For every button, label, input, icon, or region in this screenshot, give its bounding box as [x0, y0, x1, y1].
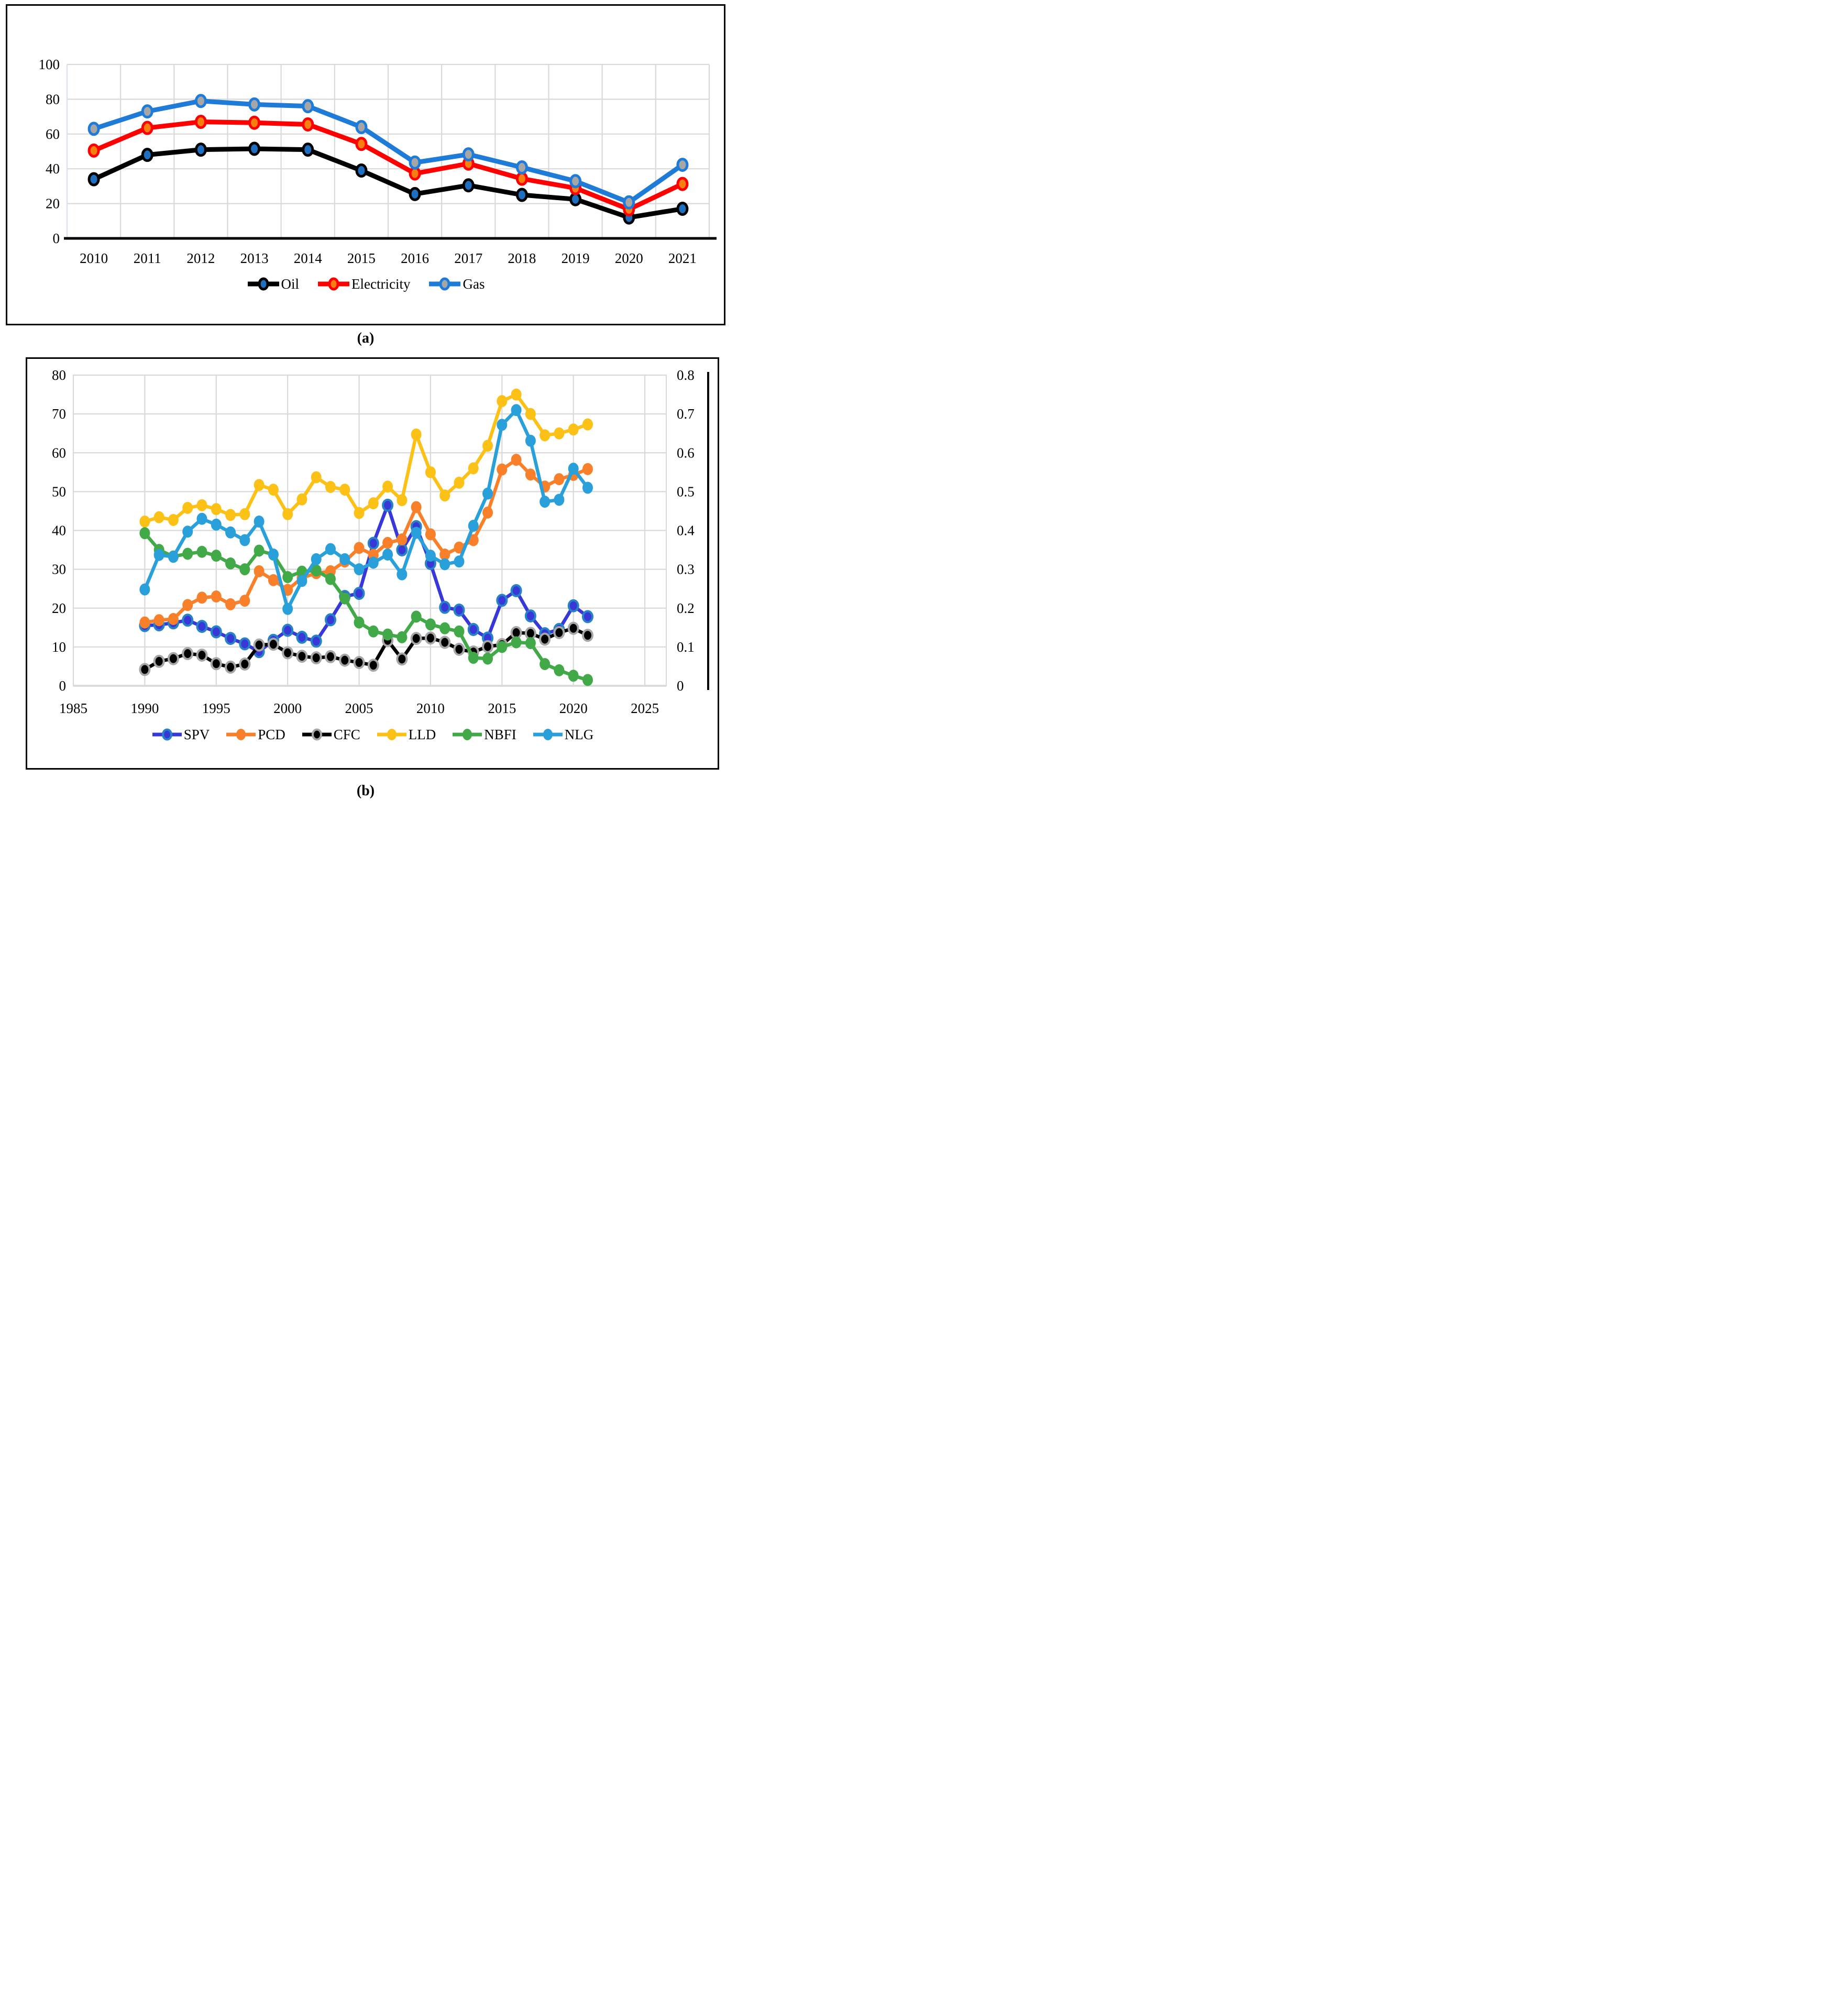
data-point-gas — [357, 122, 366, 133]
data-point-electricity — [303, 119, 313, 130]
chart-a-y-tick: 40 — [46, 161, 60, 177]
data-point-nbfi — [568, 670, 579, 682]
data-point-lld — [182, 502, 193, 514]
data-point-cfc — [297, 651, 306, 662]
chart-b-x-tick: 2020 — [559, 700, 588, 716]
data-point-oil — [250, 143, 259, 155]
data-point-nbfi — [454, 626, 464, 638]
chart-a-legend — [7, 275, 724, 293]
data-point-oil — [678, 203, 687, 215]
data-point-pcd — [225, 598, 236, 610]
data-point-oil — [303, 144, 313, 156]
data-point-nlg — [454, 555, 464, 567]
data-point-oil — [142, 149, 152, 161]
data-point-nlg — [354, 563, 365, 575]
legend-marker-pcd-icon — [225, 726, 257, 743]
data-point-oil — [464, 180, 473, 191]
data-point-cfc — [255, 640, 264, 651]
data-point-nlg — [239, 534, 250, 546]
data-point-cfc — [569, 623, 578, 634]
data-point-lld — [211, 503, 222, 515]
data-point-cfc — [240, 659, 249, 670]
legend-item-pcd — [225, 726, 285, 743]
data-point-spv — [440, 602, 449, 613]
data-point-nlg — [468, 520, 479, 532]
data-point-lld — [425, 466, 436, 478]
legend-label: SPV — [183, 726, 210, 742]
data-point-gas — [196, 95, 205, 107]
data-point-lld — [397, 494, 407, 506]
data-point-nlg — [482, 488, 493, 500]
data-point-lld — [554, 428, 564, 440]
legend-item-cfc — [301, 726, 360, 743]
data-point-oil — [571, 193, 580, 205]
chart-b-y-tick-right: 0.4 — [677, 522, 695, 539]
chart-a-x-tick: 2013 — [240, 250, 269, 266]
data-point-lld — [368, 497, 379, 509]
data-point-nbfi — [182, 547, 193, 560]
legend-marker-electricity-icon — [317, 275, 350, 293]
data-point-lld — [254, 479, 265, 491]
data-point-lld — [382, 480, 393, 492]
chart-b-x-tick: 2010 — [416, 700, 445, 716]
data-point-lld — [439, 489, 450, 501]
legend-marker-gas-icon — [428, 275, 461, 293]
data-point-nbfi — [540, 658, 550, 670]
data-point-lld — [311, 471, 322, 483]
chart-a-y-tick: 100 — [38, 57, 60, 72]
chart-b-x-tick: 1985 — [59, 700, 87, 716]
series-lld — [139, 389, 593, 528]
chart-b-plot — [27, 359, 717, 767]
chart-a-x-tick: 2020 — [614, 250, 643, 266]
data-point-lld — [225, 509, 236, 521]
data-point-nbfi — [468, 652, 479, 664]
data-point-lld — [497, 395, 507, 407]
chart-b-y-tick-right: 0.1 — [677, 639, 695, 655]
data-point-nbfi — [339, 593, 350, 605]
panel-b — [26, 357, 719, 770]
legend-marker-cfc-icon — [301, 726, 333, 743]
data-point-lld — [468, 462, 479, 474]
data-point-pcd — [482, 507, 493, 519]
legend-label: Electricity — [351, 276, 411, 292]
data-point-nlg — [568, 463, 579, 475]
data-point-spv — [183, 615, 192, 626]
data-point-pcd — [239, 595, 250, 607]
data-point-nlg — [540, 496, 550, 508]
chart-a-y-tick: 0 — [52, 231, 60, 246]
data-point-cfc — [226, 662, 235, 673]
data-point-nlg — [296, 575, 307, 587]
data-point-nbfi — [354, 617, 365, 629]
data-point-spv — [326, 614, 335, 625]
data-point-cfc — [554, 627, 564, 638]
chart-b-x-tick: 2005 — [345, 700, 373, 716]
data-point-nlg — [554, 494, 564, 506]
data-point-pcd — [182, 599, 193, 611]
data-point-lld — [239, 508, 250, 520]
data-point-spv — [383, 500, 392, 511]
data-point-nlg — [196, 513, 207, 525]
data-point-electricity — [196, 116, 205, 128]
legend-item-nlg — [532, 726, 594, 743]
data-point-pcd — [582, 463, 593, 475]
chart-b-x-tick: 1990 — [130, 700, 159, 716]
legend-item-oil — [247, 275, 300, 293]
legend-item-lld — [376, 726, 436, 743]
legend-label: NBFI — [484, 726, 516, 742]
data-point-pcd — [382, 537, 393, 549]
data-point-spv — [397, 544, 406, 555]
data-point-cfc — [340, 655, 349, 666]
data-point-pcd — [525, 468, 536, 480]
legend-label: LLD — [408, 726, 436, 742]
chart-b-grid — [73, 375, 666, 686]
data-point-nlg — [225, 527, 236, 539]
data-point-electricity — [678, 178, 687, 190]
data-point-lld — [268, 484, 279, 496]
data-point-lld — [339, 484, 350, 496]
data-point-nbfi — [382, 629, 393, 641]
data-point-spv — [454, 605, 464, 616]
data-point-nbfi — [254, 545, 265, 557]
chart-b-y-tick-left: 80 — [52, 367, 66, 383]
data-point-pcd — [511, 454, 522, 466]
data-point-nlg — [425, 550, 436, 562]
chart-b-y-tick-left: 50 — [52, 484, 66, 500]
data-point-lld — [354, 507, 365, 519]
data-point-electricity — [250, 117, 259, 128]
data-point-spv — [569, 600, 578, 611]
caption-b: (b) — [356, 783, 375, 799]
data-point-nbfi — [196, 546, 207, 558]
data-point-gas — [142, 106, 152, 117]
series-cfc — [140, 623, 592, 675]
data-point-oil — [196, 144, 205, 156]
chart-b-y-tick-right: 0 — [677, 678, 684, 694]
data-point-nbfi — [582, 674, 593, 686]
data-point-pcd — [354, 542, 365, 554]
data-point-oil — [357, 165, 366, 177]
figure-page — [0, 0, 731, 807]
data-point-spv — [526, 610, 535, 621]
data-point-pcd — [497, 464, 507, 476]
chart-a-x-tick: 2017 — [454, 250, 483, 266]
data-point-cfc — [183, 648, 192, 659]
data-point-pcd — [425, 528, 436, 540]
data-point-spv — [497, 595, 507, 606]
data-point-cfc — [326, 651, 335, 662]
chart-a-x-tick: 2019 — [561, 250, 590, 266]
data-point-lld — [568, 423, 579, 435]
data-point-nlg — [439, 558, 450, 570]
chart-a-x-tick: 2014 — [293, 250, 322, 266]
chart-a-x-tick: 2010 — [80, 250, 108, 266]
chart-b-x-tick: 2015 — [488, 700, 516, 716]
chart-a-y-tick: 20 — [46, 195, 60, 212]
data-point-oil — [89, 173, 98, 185]
legend-label: Oil — [281, 276, 300, 292]
data-point-nlg — [254, 516, 265, 528]
data-point-nbfi — [282, 571, 293, 583]
data-point-pcd — [154, 614, 164, 626]
chart-b-legend — [27, 726, 718, 743]
data-point-lld — [168, 514, 179, 526]
data-point-pcd — [254, 565, 265, 577]
data-point-cfc — [483, 641, 492, 652]
data-point-nbfi — [497, 641, 507, 653]
legend-marker-spv-icon — [151, 726, 183, 743]
chart-b-y-tick-right: 0.2 — [677, 600, 695, 616]
data-point-spv — [312, 636, 321, 647]
chart-a-x-tick: 2021 — [668, 250, 697, 266]
data-point-lld — [582, 419, 593, 431]
data-point-gas — [89, 123, 98, 135]
data-point-lld — [454, 477, 464, 489]
legend-marker-nlg-icon — [532, 726, 564, 743]
data-point-cfc — [412, 633, 421, 644]
data-point-pcd — [211, 590, 222, 602]
data-point-cfc — [212, 658, 221, 669]
data-point-nlg — [182, 525, 193, 538]
data-point-nlg — [211, 519, 222, 531]
data-point-spv — [469, 624, 478, 635]
data-point-nbfi — [554, 664, 564, 676]
data-point-cfc — [155, 656, 164, 667]
chart-a-x-tick: 2018 — [508, 250, 536, 266]
data-point-cfc — [440, 637, 449, 648]
data-point-nlg — [397, 568, 407, 580]
chart-a-y-tick: 80 — [46, 91, 60, 107]
data-point-cfc — [197, 650, 206, 661]
chart-a-x-tick: 2012 — [186, 250, 215, 266]
data-point-nbfi — [368, 626, 379, 638]
data-point-nlg — [582, 481, 593, 494]
data-point-nlg — [368, 557, 379, 569]
data-point-lld — [196, 499, 207, 511]
data-point-cfc — [169, 653, 178, 664]
chart-b-y-tick-right: 0.7 — [677, 406, 695, 422]
data-point-lld — [411, 429, 422, 441]
data-point-nbfi — [411, 611, 422, 623]
legend-label: Gas — [463, 276, 485, 292]
data-point-lld — [282, 508, 293, 520]
data-point-nbfi — [211, 550, 222, 562]
data-point-spv — [297, 632, 306, 643]
chart-b-y-tick-right: 0.3 — [677, 561, 695, 577]
data-point-nbfi — [325, 573, 336, 585]
chart-b-y-tick-left: 70 — [52, 406, 66, 422]
chart-b-y-tick-left: 40 — [52, 522, 66, 539]
chart-b-y-tick-left: 10 — [52, 639, 66, 655]
data-point-gas — [571, 176, 580, 187]
data-point-lld — [296, 494, 307, 506]
chart-a-y-tick: 60 — [46, 126, 60, 142]
data-point-cfc — [583, 630, 592, 641]
chart-b-y-tick-right: 0.8 — [677, 367, 695, 383]
chart-b-x-tick: 2025 — [631, 700, 659, 716]
data-point-gas — [250, 98, 259, 110]
data-point-cfc — [312, 652, 321, 663]
data-point-lld — [154, 511, 164, 523]
data-point-nlg — [282, 603, 293, 615]
data-point-gas — [410, 157, 420, 168]
data-point-pcd — [196, 591, 207, 604]
data-point-cfc — [355, 657, 364, 668]
legend-item-nbfi — [452, 726, 516, 743]
data-point-cfc — [540, 634, 549, 645]
data-point-cfc — [397, 653, 406, 664]
legend-label: PCD — [258, 726, 285, 742]
data-point-nbfi — [239, 563, 250, 575]
data-point-nlg — [268, 549, 279, 561]
legend-marker-nbfi-icon — [452, 726, 483, 743]
chart-b-x-tick: 1995 — [202, 700, 230, 716]
chart-a-x-tick: 2016 — [401, 250, 430, 266]
data-point-spv — [212, 626, 221, 637]
legend-marker-oil-icon — [247, 275, 280, 293]
data-point-nlg — [325, 543, 336, 555]
chart-b-y-tick-left: 0 — [59, 678, 66, 694]
data-point-nlg — [311, 553, 322, 565]
data-point-electricity — [517, 173, 526, 184]
data-point-nbfi — [525, 637, 536, 649]
data-point-cfc — [269, 639, 278, 650]
data-point-lld — [482, 440, 493, 452]
data-point-nbfi — [482, 653, 493, 665]
caption-a: (a) — [357, 330, 375, 346]
data-point-spv — [583, 611, 592, 622]
series-pcd — [139, 454, 593, 629]
data-point-cfc — [140, 664, 149, 675]
chart-b-y-tick-left: 30 — [52, 561, 66, 577]
chart-b-y-tick-left: 20 — [52, 600, 66, 616]
data-point-pcd — [411, 501, 422, 513]
data-point-electricity — [357, 138, 366, 150]
chart-a-x-tick: 2011 — [133, 250, 161, 266]
data-point-nlg — [511, 404, 522, 416]
legend-item-electricity — [317, 275, 410, 293]
data-point-oil — [517, 189, 526, 201]
data-point-pcd — [554, 473, 564, 485]
chart-b-x-tick: 2000 — [273, 700, 302, 716]
data-point-nlg — [411, 527, 422, 539]
data-point-oil — [410, 188, 420, 200]
data-point-cfc — [426, 632, 435, 643]
legend-label: NLG — [564, 726, 594, 742]
data-point-lld — [325, 481, 336, 493]
data-point-spv — [197, 621, 206, 632]
data-point-pcd — [268, 574, 279, 586]
data-point-nlg — [382, 549, 393, 561]
legend-item-gas — [428, 275, 485, 293]
data-point-nbfi — [225, 557, 236, 569]
chart-b-y-tick-left: 60 — [52, 445, 66, 461]
chart-b-y-tick-right: 0.6 — [677, 445, 695, 461]
data-point-electricity — [142, 122, 152, 134]
data-point-cfc — [283, 647, 292, 658]
data-point-spv — [240, 638, 249, 649]
data-point-gas — [517, 162, 526, 173]
data-point-pcd — [397, 533, 407, 545]
data-point-nbfi — [397, 631, 407, 643]
data-point-nlg — [154, 549, 164, 561]
legend-label: CFC — [333, 726, 360, 742]
data-point-nlg — [525, 435, 536, 447]
data-point-lld — [139, 516, 150, 528]
data-point-nbfi — [139, 527, 150, 539]
data-point-cfc — [454, 644, 464, 655]
data-point-gas — [303, 101, 313, 112]
data-point-nlg — [339, 553, 350, 565]
data-point-lld — [511, 389, 522, 401]
legend-marker-lld-icon — [376, 726, 408, 743]
data-point-gas — [464, 149, 473, 160]
data-point-lld — [540, 429, 550, 441]
data-point-spv — [369, 538, 378, 549]
data-point-cfc — [369, 660, 378, 671]
data-point-pcd — [139, 617, 150, 629]
data-point-nlg — [139, 584, 150, 596]
panel-a — [6, 4, 725, 325]
data-point-nbfi — [425, 618, 436, 630]
data-point-spv — [226, 633, 235, 644]
data-point-gas — [624, 196, 634, 208]
data-point-nlg — [497, 419, 507, 431]
chart-a-x-tick: 2015 — [347, 250, 376, 266]
legend-item-spv — [151, 726, 210, 743]
chart-b-y-tick-right: 0.5 — [677, 484, 695, 500]
data-point-nbfi — [511, 636, 522, 648]
data-point-electricity — [89, 145, 98, 156]
data-point-spv — [512, 585, 521, 596]
data-point-spv — [283, 625, 292, 636]
data-point-nbfi — [439, 622, 450, 634]
data-point-nlg — [168, 551, 179, 563]
data-point-spv — [355, 588, 364, 599]
data-point-gas — [678, 159, 687, 171]
data-point-pcd — [168, 613, 179, 625]
data-point-lld — [525, 408, 536, 420]
